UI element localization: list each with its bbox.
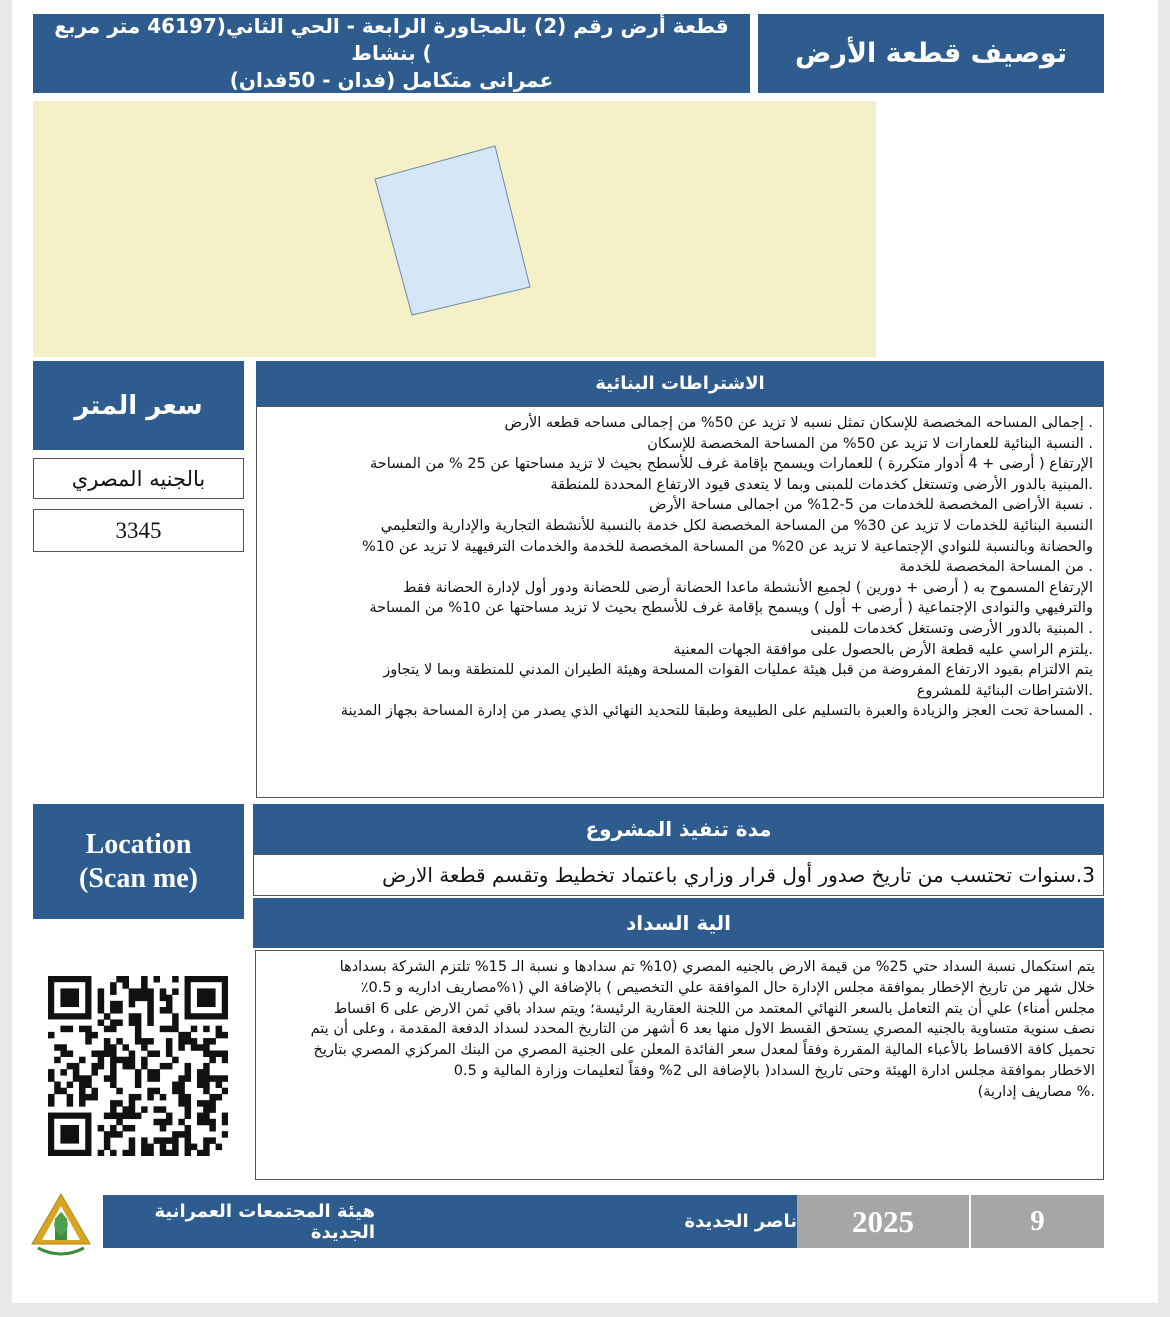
plot-map xyxy=(33,101,876,357)
location-label xyxy=(33,804,244,919)
footer-organization: هيئة المجتمعات العمرانية الجديدة xyxy=(103,1195,423,1248)
building-conditions-heading: الاشتراطات البنائية xyxy=(256,361,1104,406)
plot-description-line1: قطعة أرض رقم (2) بالمجاورة الرابعة - الحي الثاني(46197 متر مربع ) بنشاط xyxy=(54,14,729,65)
duration-heading: مدة تنفيذ المشروع xyxy=(253,804,1104,854)
qr-code-icon[interactable] xyxy=(48,976,228,1156)
price-heading: سعر المتر xyxy=(33,361,244,450)
condition-line: النسبة البنائية للخدمات لا تزيد عن 30% من المساحة المخصصة لكل خدمة بالنسبة للأنشطة التجارية والإدارية والتعليمي xyxy=(380,517,1093,534)
footer-year: 2025 xyxy=(797,1195,969,1248)
payment-line: .% مصاريف إدارية) xyxy=(977,1083,1095,1100)
condition-line: الإرتفاع ( أرضى + 4 أدوار متكررة ) للعمارات ويسمح بإقامة غرف للأسطح بحيث لا تزيد مساحتها عن 25 % من المساحة xyxy=(370,456,1093,473)
nuca-logo-icon xyxy=(28,1190,94,1262)
location-line1: Location xyxy=(85,828,192,860)
condition-line: . إجمالى المساحه المخصصة للإسكان تمثل نسبه لا تزيد عن 50% من إجمالى مساحه قطعه الأرض xyxy=(504,415,1093,431)
condition-line: . من المساحة المخصصة للخدمة xyxy=(899,559,1093,576)
page-title: توصيف قطعة الأرض xyxy=(758,14,1104,93)
plot-description-line2: عمرانى متكامل (فدان - 50فدان) xyxy=(229,68,554,92)
payment-line: مجلس أمناء) علي أن يتم التعامل بالسعر النهائي المعتمد من اللجنة العقارية الرئيسة؛ ويتم سداد باقي ثمن الارض على 6 اقساط xyxy=(333,1000,1095,1017)
location-line2: (Scan me) xyxy=(79,862,198,894)
payment-terms xyxy=(255,950,1104,1180)
payment-heading: الية السداد xyxy=(253,898,1104,948)
payment-line: الاخطار بموافقة مجلس ادارة الهيئة وحتى تاريخ السداد( بالإضافة الى 2% وفقاً لتعليمات وزارة المالية و 0.5 xyxy=(453,1062,1095,1079)
condition-line: الإرتفاع المسموح به ( أرضى + دورين ) لجميع الأنشطة ماعدا الحضانة أرضى للحضانة ودور أول لإدارة الحضانة فقط xyxy=(402,579,1093,596)
price-currency: بالجنيه المصري xyxy=(33,458,244,499)
condition-line: . نسبة الأراضى المخصصة للخدمات من 5-12% من اجمالى مساحة الأرض xyxy=(649,497,1093,514)
condition-line: يتم الالتزام بقيود الارتفاع المفروضة من قبل هيئة عمليات القوات المسلحة وهيئة الطيران المدني للمنطقة وبما لا يتجاوز xyxy=(383,662,1093,679)
footer-city: ناصر الجديدة xyxy=(423,1195,797,1248)
payment-line: نصف سنوية متساوية بالجنيه المصري يستحق القسط الاول منها بعد 6 أشهر من التاريخ المحدد لسداد الدفعة المقدمة ، وعلى أن يتم xyxy=(310,1021,1095,1038)
condition-line: . المبنية بالدور الأرضى وتستغل كخدمات للمبنى xyxy=(810,620,1093,637)
page-number: 9 xyxy=(969,1195,1104,1248)
condition-line: .الاشتراطات البنائية للمشروع xyxy=(916,682,1093,699)
payment-line: تحميل كافة الاقساط بالأعباء المالية المقررة وفقاً لمعدل سعر الفائدة المعلن على الجنية المصري من البنك المركزي المصري بتاريخ xyxy=(313,1042,1095,1059)
payment-line: خلال شهر من تاريخ الإخطار بموافقة مجلس الإدارة حال الموافقة علي التخصيص ) بالإضافة الي (١%مصاريف اداريه و 0.5٪ xyxy=(360,979,1095,996)
duration-text: 3.سنوات تحتسب من تاريخ صدور أول قرار وزاري باعتماد تخطيط وتقسم قطعة الارض xyxy=(253,854,1104,896)
condition-line: والحضانة وبالنسبة للنوادي الإجتماعية لا تزيد عن 20% من المساحة المخصصة للخدمة والخدمات الترفيهية لا تزيد عن 10% xyxy=(362,538,1093,555)
condition-line: .يلتزم الراسي عليه قطعة الأرض بالحصول على موافقة الجهات المعنية xyxy=(673,641,1093,658)
condition-line: . المساحة تحت العجز والزيادة والعبرة بالتسليم على الطبيعة وطبقا للتحديد النهائي الذي يصدر من إدارة المساحة بجهاز المدينة xyxy=(340,703,1093,720)
condition-line: .المبنية بالدور الأرضى وتستغل كخدمات للمبنى وبما لا يتعدى قيود الارتفاع المحددة للمنطقة xyxy=(550,476,1093,493)
condition-line: . النسبة البنائية للعمارات لا تزيد عن 50% من المساحة المخصصة للإسكان xyxy=(647,435,1093,452)
plot-description xyxy=(33,14,750,93)
payment-line: يتم استكمال نسبة السداد حتي 25% من قيمة الارض بالجنيه المصري (10% تم سدادها و نسبة الـ 15% تلتزم الشركة بسدادها xyxy=(339,959,1095,975)
price-value: 3345 xyxy=(33,509,244,552)
plot-shape xyxy=(375,146,530,315)
condition-line: والترفيهي والنوادى الإجتماعية ( أرضى + أول ) ويسمح بإقامة غرف للأسطح بحيث لا تزيد مساحتها عن 10% من المساحة xyxy=(369,600,1093,617)
building-conditions-list xyxy=(256,406,1104,798)
